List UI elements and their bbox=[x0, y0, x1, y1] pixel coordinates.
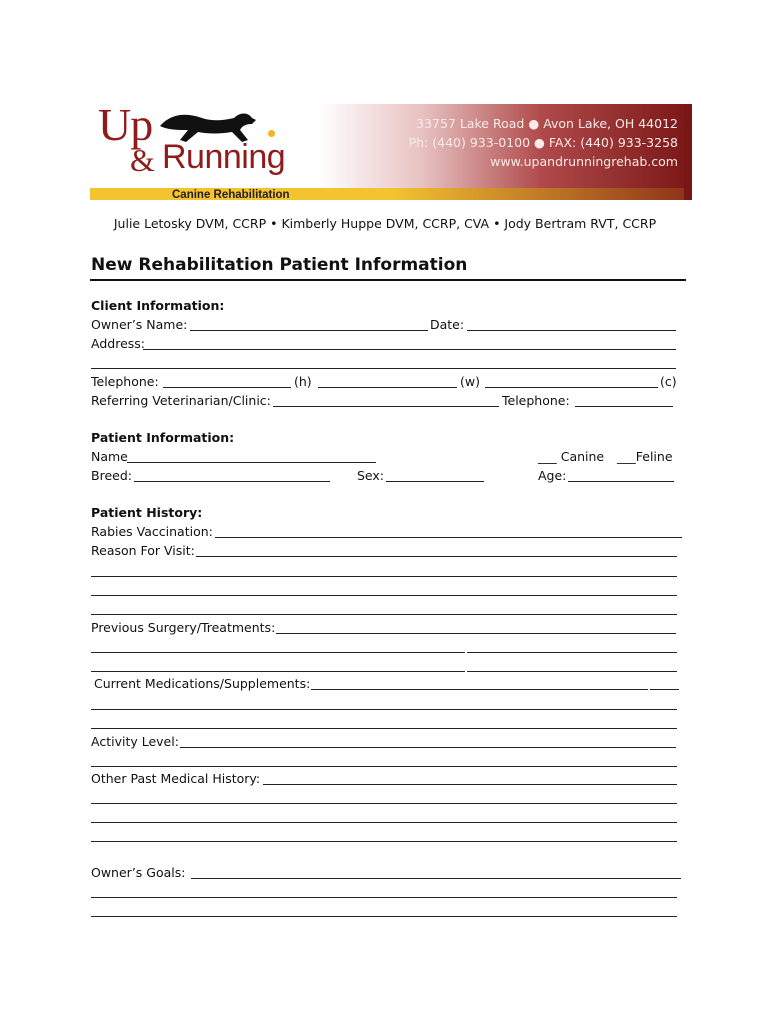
referring-vet-field[interactable] bbox=[273, 406, 499, 407]
reason-field-line2[interactable] bbox=[91, 576, 677, 577]
previous-surgery-line2a[interactable] bbox=[91, 652, 465, 653]
cell-phone-field[interactable] bbox=[485, 387, 658, 388]
activity-level-label: Activity Level: bbox=[91, 734, 179, 749]
previous-surgery-line2b[interactable] bbox=[467, 652, 677, 653]
logo-amp-text: & bbox=[130, 142, 155, 178]
home-phone-field[interactable] bbox=[163, 387, 291, 388]
patient-info-heading: Patient Information: bbox=[91, 430, 235, 445]
referring-telephone-label: Telephone: bbox=[502, 393, 570, 408]
header-banner bbox=[90, 104, 692, 200]
sex-label: Sex: bbox=[357, 468, 385, 483]
work-phone-label: (w) bbox=[460, 374, 480, 389]
date-label: Date: bbox=[430, 317, 465, 332]
medications-field-end[interactable] bbox=[650, 689, 679, 690]
sun-dot-icon bbox=[268, 130, 275, 137]
reason-field-line4[interactable] bbox=[91, 614, 677, 615]
page-title: New Rehabilitation Patient Information bbox=[91, 255, 468, 275]
telephone-label: Telephone: bbox=[91, 374, 159, 389]
breed-field[interactable] bbox=[134, 481, 330, 482]
title-divider bbox=[90, 279, 686, 281]
rabies-label: Rabies Vaccination: bbox=[91, 524, 213, 539]
referring-telephone-field[interactable] bbox=[575, 406, 673, 407]
other-history-field[interactable] bbox=[263, 784, 677, 785]
address-field-line2[interactable] bbox=[91, 368, 676, 369]
other-history-field-line4[interactable] bbox=[91, 841, 677, 842]
previous-surgery-label: Previous Surgery/Treatments: bbox=[91, 620, 276, 635]
sex-field[interactable] bbox=[386, 481, 484, 482]
age-label: Age: bbox=[538, 468, 567, 483]
reason-label: Reason For Visit: bbox=[91, 543, 195, 558]
home-phone-label: (h) bbox=[294, 374, 312, 389]
canine-option[interactable]: ___ Canine bbox=[538, 449, 605, 464]
owner-name-field[interactable] bbox=[190, 330, 428, 331]
work-phone-field[interactable] bbox=[318, 387, 457, 388]
other-history-field-line2[interactable] bbox=[91, 803, 677, 804]
staff-line: Julie Letosky DVM, CCRP • Kimberly Huppe DVM, CCRP, CVA • Jody Bertram RVT, CCRP bbox=[113, 216, 657, 231]
tagline: Canine Rehabilitation bbox=[172, 189, 290, 200]
logo-up-text: Up bbox=[98, 104, 153, 150]
cell-phone-label: (c) bbox=[660, 374, 677, 389]
previous-surgery-line3b[interactable] bbox=[467, 671, 677, 672]
reason-field-line3[interactable] bbox=[91, 595, 677, 596]
owner-goals-field[interactable] bbox=[191, 878, 681, 879]
client-info-heading: Client Information: bbox=[91, 298, 225, 313]
age-field[interactable] bbox=[568, 481, 674, 482]
banner-strip-fade bbox=[390, 188, 692, 200]
other-history-label: Other Past Medical History: bbox=[91, 771, 261, 786]
medications-field-line2[interactable] bbox=[91, 709, 677, 710]
breed-label: Breed: bbox=[91, 468, 132, 483]
clinic-phone-fax: Ph: (440) 933-0100 ● FAX: (440) 933-3258 bbox=[408, 135, 678, 150]
previous-surgery-field[interactable] bbox=[276, 633, 676, 634]
clinic-website[interactable]: www.upandrunningrehab.com bbox=[490, 154, 678, 169]
feline-option[interactable]: ___Feline bbox=[617, 449, 673, 464]
address-field[interactable] bbox=[143, 349, 676, 350]
previous-surgery-line3a[interactable] bbox=[91, 671, 465, 672]
date-field[interactable] bbox=[467, 330, 676, 331]
banner-right-bar bbox=[684, 104, 692, 200]
activity-level-field-line2[interactable] bbox=[91, 766, 677, 767]
logo-running-text: Running bbox=[162, 138, 286, 176]
owner-goals-field-line3[interactable] bbox=[91, 916, 677, 917]
medications-label: Current Medications/Supplements: bbox=[94, 676, 311, 691]
pet-name-label: Name bbox=[91, 449, 128, 464]
clinic-address: 33757 Lake Road ● Avon Lake, OH 44012 bbox=[416, 116, 678, 131]
medications-field[interactable] bbox=[311, 689, 648, 690]
owner-goals-label: Owner’s Goals: bbox=[91, 865, 186, 880]
rabies-field[interactable] bbox=[215, 537, 682, 538]
owner-name-label: Owner’s Name: bbox=[91, 317, 188, 332]
referring-vet-label: Referring Veterinarian/Clinic: bbox=[91, 393, 271, 408]
reason-field[interactable] bbox=[196, 556, 677, 557]
activity-level-field[interactable] bbox=[180, 747, 676, 748]
other-history-field-line3[interactable] bbox=[91, 822, 677, 823]
patient-history-heading: Patient History: bbox=[91, 505, 203, 520]
owner-goals-field-line2[interactable] bbox=[91, 897, 677, 898]
address-label: Address: bbox=[91, 336, 145, 351]
pet-name-field[interactable] bbox=[127, 462, 376, 463]
medications-field-line3[interactable] bbox=[91, 728, 677, 729]
